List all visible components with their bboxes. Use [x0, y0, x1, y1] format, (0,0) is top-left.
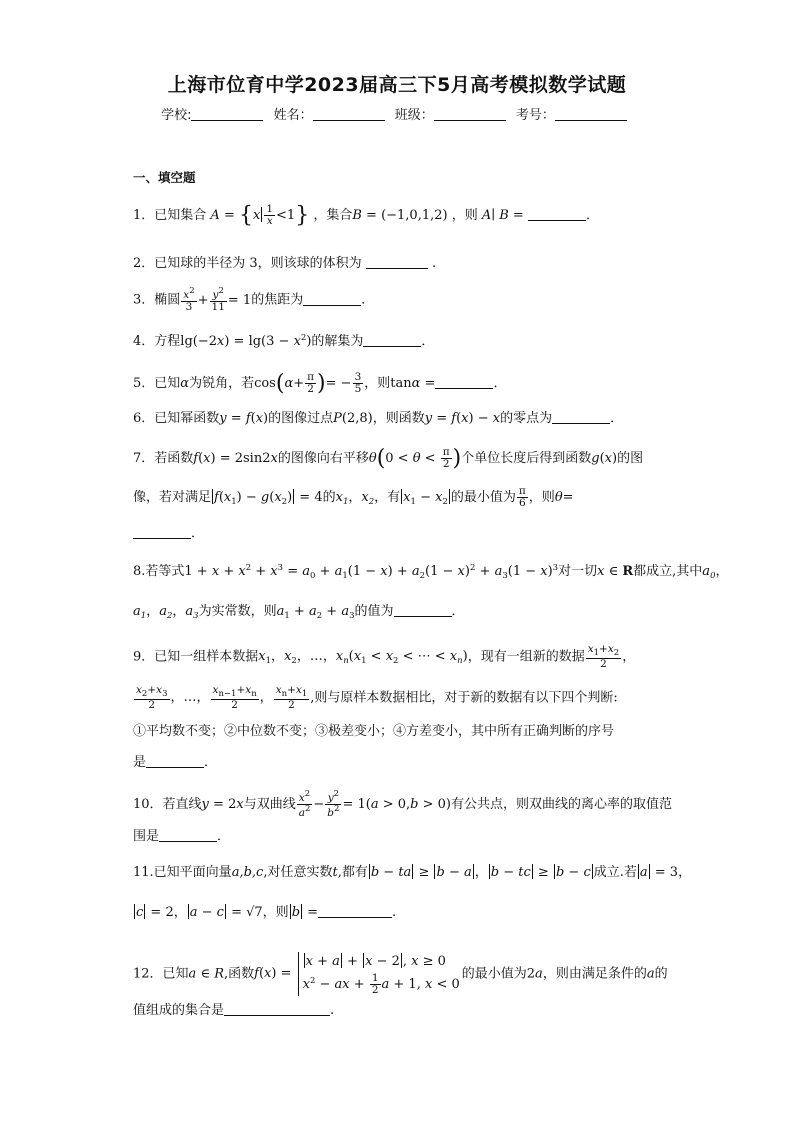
school-label: 学校: [161, 108, 192, 123]
q8-text-4: 为实常数，则 [198, 604, 277, 619]
q7-theta-2: θ [554, 490, 563, 506]
question-5 [133, 371, 665, 397]
q12-text-4: ，则由满足条件的 [542, 966, 647, 982]
q1-text: 1．已知集合 [133, 208, 207, 223]
question-3 [133, 287, 665, 313]
q7-theta: θ(0 < θ < $\frac{\pi}{2}$ ) [368, 445, 462, 471]
q10-text-3: 有公共点，则双曲线的离心率的取值范 [450, 797, 672, 813]
q10-text: 10．若直线 [133, 797, 202, 813]
q8-text-2: 对一切 [558, 564, 598, 579]
q7-func: f(x) = 2sin2x [193, 451, 278, 466]
q7-text-10: ，则 [528, 490, 555, 506]
q7-x1: $x_1$ [335, 490, 349, 508]
q12-text-2: ,函数 [224, 966, 255, 982]
q4-end: ． [421, 334, 435, 349]
q11-text-3: ,都有 [337, 865, 368, 880]
school-blank[interactable] [191, 108, 263, 121]
q8-x-in-r: x ∈ R [597, 564, 634, 579]
question-9-line-2 [133, 685, 665, 711]
q12-text: 12．已知 [133, 966, 189, 982]
exam-title: 上海市位育中学2023届高三下5月高考模拟数学试题 [167, 74, 627, 96]
q7-text-3: 个单位长度后得到函数 [461, 451, 592, 466]
q9-new-rest: $\frac{x_2+x_3}{2}$ ，…， $\frac{x_{n-1}+x_n}{2}$ ， $\frac{x_n+x_1}{2}$ [136, 684, 308, 711]
q11-text-2: ,对任意实数 [263, 865, 333, 880]
question-7-line-2 [133, 486, 665, 509]
q7-text-6: 的 [322, 490, 336, 506]
question-10 [133, 789, 672, 820]
q11-vectors: a,b,c [231, 865, 264, 880]
question-9: 9．已知一组样本数据$x_1$，$x_2$，…，$x_n(x_1 < x_2$ < ⋯ < $x_n$)，现有一组新的数据 $\frac{x_1+x_2}{2}$ ， [133, 643, 636, 670]
q11-text-7: ，则 [262, 905, 289, 920]
q11-text-5: 成立.若 [593, 865, 637, 880]
q4-answer-blank[interactable] [363, 334, 421, 347]
q8-sum: $a_1 + a_2 + a_3$ [276, 604, 355, 621]
q8-text-3: 都成立,其中 [633, 564, 703, 579]
name-blank[interactable] [313, 108, 385, 121]
q8-identity: $1 + x + x^2 + x^3 = a_0 + a_1(1 - x) + a_2(1 - x)^2 + a_3(1 - x)^3$ [184, 563, 559, 581]
q6-point: P(2,8) [333, 411, 373, 426]
q10-line: y = 2x [201, 797, 244, 813]
q11-t: t [332, 865, 338, 880]
q11-answer-blank[interactable] [318, 905, 392, 918]
q11-ineq-2: b − tc ≥ b − c [490, 865, 591, 880]
q12-text-3: 的最小值为 [461, 966, 527, 982]
q1-set-a: A = {x $\frac{1}{x}$ <1} [210, 202, 310, 228]
q2-end: . [431, 256, 437, 271]
q11-ac-norm: a − c = √7 [189, 905, 263, 920]
q7-text-5: 像，若对满足 [133, 490, 212, 506]
q10-answer-blank[interactable] [159, 829, 217, 842]
q12-text-6: 值组成的集合是 [133, 1003, 225, 1018]
q4-equation: $\lg(-2x) = \lg(3 - x^2)$ [180, 333, 312, 349]
q6-text-3: ，则函数 [372, 411, 425, 426]
q11-text: 11.已知平面向量 [133, 865, 232, 880]
question-12-line-2 [133, 1003, 665, 1019]
q12-piecewise: f(x) = x + a + x − 2 , x ≥ 0 $x^2$ − ax + $\frac{1}{2}$ a + 1, x < 0 [254, 954, 460, 996]
question-4 [133, 333, 665, 350]
q5-text-2: 为锐角，若 [189, 376, 255, 391]
q10-text-2: 与双曲线 [243, 797, 296, 813]
q11-a-norm: a = 3 [639, 865, 679, 880]
q8-coeffs: $a_1$ [133, 604, 147, 621]
q2-answer-blank[interactable] [366, 256, 428, 269]
question-12 [133, 952, 668, 996]
question-11: 11.已知平面向量a,b,c,对任意实数t,都有 b − ta ≥ b − a ， b − tc ≥ b − c 成立.若 a = 3， [133, 865, 692, 880]
student-info-line [0, 104, 794, 123]
q12-end: . [330, 1003, 335, 1018]
q11-b-norm: b = [291, 905, 319, 920]
q3-text: 3．椭圆 [133, 292, 181, 308]
q9-text-4: 是 [133, 755, 147, 770]
q5-condition: cos(α+ $\frac{\pi}{2}$ )= − $\frac{3}{5}$ [254, 370, 362, 396]
q12-min: 2a [526, 966, 543, 982]
q6-end: ． [610, 411, 624, 426]
q7-end: ． [191, 526, 205, 541]
q7-g: g(x) [591, 451, 618, 466]
q9-text: 9．已知一组样本数据 [133, 649, 259, 665]
q8-end: ． [451, 604, 465, 619]
q7-text-9: 的最小值为 [450, 490, 516, 506]
q7-text-4: 的图 [617, 451, 644, 466]
q8-answer-blank[interactable] [394, 604, 452, 617]
q7-text-11: = [562, 490, 574, 506]
q12-answer-blank[interactable] [224, 1003, 330, 1016]
q12-a-in-r: a ∈ R [188, 966, 224, 982]
q1-expr: A∣ B = [481, 208, 524, 223]
question-7-line-3 [133, 526, 665, 542]
q5-answer-blank[interactable] [435, 376, 493, 389]
q11-text-6: ， [173, 905, 187, 920]
q7-text-7: ， [348, 490, 362, 506]
q6-answer-blank[interactable] [552, 411, 610, 424]
q9-answer-blank[interactable] [146, 755, 204, 768]
q1-text-2: ，集合 [313, 208, 353, 223]
q6-text-4: 的零点为 [500, 411, 553, 426]
q7-diff: $x_1 - x_2$ [403, 490, 448, 508]
q5-expr: tanα = [390, 376, 436, 391]
q7-x2: $x_2$ [361, 490, 375, 508]
q8-a0: $a_0$ [702, 564, 716, 581]
q11-end: . [392, 905, 397, 920]
q9-new-1: $\frac{x_1+x_2}{2}$ [587, 643, 620, 670]
question-7 [133, 446, 665, 472]
q3-answer-blank[interactable] [303, 293, 361, 306]
question-11-line-2 [133, 904, 665, 921]
q5-text: 5．已知 [133, 376, 181, 391]
q1-text-3: ，则 [451, 208, 478, 223]
q5-alpha: α [180, 376, 190, 391]
q12-text-5: 的 [654, 966, 668, 982]
q11-text-4: ， [474, 865, 488, 880]
question-8-line-2: $a_1$，$a_2$，$a_3$为实常数，则$a_1 + a_2 + a_3$的值为 ． [133, 604, 465, 621]
q7-text: 7．若函数 [133, 451, 194, 466]
q10-end: ． [217, 829, 231, 844]
q3-end: ． [361, 292, 375, 308]
q7-text-8: ，有 [374, 490, 401, 506]
q3-text-2: 的焦距为 [251, 292, 304, 308]
q6-text: 6．已知幂函数 [133, 411, 220, 426]
question-8: 8.若等式$1 + x + x^2 + x^3 = a_0 + a_1(1 - x) + a_2(1 - x)^2 + a_3(1 - x)^3$对一切x ∈ R都成立,其中$a_0$， [133, 563, 729, 581]
q8-text: 8.若等式 [133, 564, 185, 579]
q7-condition: $f(x_1) - g(x_2) = 4$ [214, 490, 323, 508]
q1-set-b: B = (−1,0,1,2) [352, 208, 448, 223]
question-6 [133, 411, 665, 427]
q10-text-4: 围是 [133, 829, 160, 844]
q9-text-2: ，现有一组新的数据 [467, 649, 585, 665]
number-blank[interactable] [555, 108, 627, 121]
q8-text-5: 的值为 [354, 604, 394, 619]
q6-func-2: y = f(x) − x [424, 411, 501, 426]
q9-text-3: ,则与原样本数据相比，对于新的数据有以下四个判断: [310, 690, 618, 706]
q11-c-norm: c = 2 [136, 905, 174, 920]
q5-text-3: ，则 [364, 376, 391, 391]
question-2 [133, 256, 665, 272]
q6-func: y = f(x) [219, 411, 269, 426]
q3-ellipse-eq: $\frac{x^2}{3}$ + $\frac{y^2}{11}$ = 1 [183, 286, 252, 314]
number-label: 考号： [515, 108, 555, 123]
q2-text: 2．已知球的半径为 3，则该球的体积为 [133, 256, 362, 271]
q1-end: ． [585, 208, 599, 223]
q4-text-2: 的解集为 [311, 334, 364, 349]
q7-text-2: 的图像向右平移 [277, 451, 369, 466]
q7-min: $\frac{\pi}{6}$ [518, 485, 526, 510]
q4-text: 4．方程 [133, 334, 181, 349]
question-9-line-4 [133, 755, 665, 771]
q11-ineq-1: b − ta ≥ b − a [370, 865, 472, 880]
q7-answer-blank[interactable] [133, 526, 191, 539]
q5-end: ． [493, 376, 507, 391]
q9-sample: $x_1$，$x_2$，…，$x_n(x_1 < x_2$ < ⋯ < $x_n$) [258, 649, 468, 667]
q10-hyperbola: $\frac{x^2}{a^2}$ − $\frac{y^2}{b^2}$ = 1(a > 0,b > 0) [298, 789, 451, 820]
class-label: 班级： [394, 108, 434, 123]
question-1 [133, 203, 665, 229]
q9-end: ． [204, 755, 218, 770]
name-label: 姓名： [273, 108, 313, 123]
q1-answer-blank[interactable] [528, 208, 586, 221]
q12-a: a [646, 966, 655, 982]
class-blank[interactable] [434, 108, 506, 121]
section-title: 一、填空题 [133, 170, 196, 185]
question-10-line-2 [133, 829, 665, 845]
q6-text-2: 的图像过点 [268, 411, 334, 426]
question-9-line-3: ①平均数不变；②中位数不变；③极差变小；④方差变小，其中所有正确判断的序号 [133, 724, 615, 739]
